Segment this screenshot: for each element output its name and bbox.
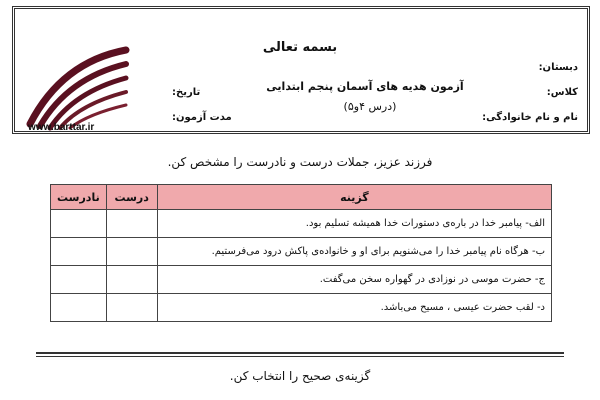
lesson-label: (درس ۴و۵): [343, 100, 397, 113]
incorrect-answer-cell[interactable]: [51, 238, 107, 266]
student-name-field-label: نام و نام خانوادگی:: [482, 112, 578, 123]
section2-instruction: گزینه‌ی صحیح را انتخاب کن.: [229, 369, 371, 383]
table-header-row: [51, 185, 552, 210]
incorrect-answer-cell[interactable]: [51, 294, 107, 322]
site-url: www.barttar.ir: [28, 122, 95, 133]
section-divider: [36, 356, 564, 357]
table-row: [51, 238, 552, 266]
correct-answer-cell[interactable]: [106, 294, 157, 322]
statement-cell: الف- پیامبر خدا در باره‌ی دستورات خدا همیشه تسلیم بود.: [157, 210, 551, 238]
table-row: [51, 210, 552, 238]
incorrect-answer-cell[interactable]: [51, 210, 107, 238]
duration-field-label: مدت آزمون:: [172, 112, 232, 123]
statement-cell: ج- حضرت موسی در نوزادی در گهواره سخن می‌گفت.: [157, 266, 551, 294]
correct-answer-cell[interactable]: [106, 238, 157, 266]
table-row: [51, 294, 552, 322]
true-false-table: [50, 184, 552, 322]
correct-answer-cell[interactable]: [106, 266, 157, 294]
statement-cell: ب- هرگاه نام پیامبر خدا را می‌شنویم برای او و خانواده‌ی پاکش درود می‌فرستیم.: [157, 238, 551, 266]
incorrect-answer-cell[interactable]: [51, 266, 107, 294]
table-row: [51, 266, 552, 294]
header-correct: درست: [106, 185, 157, 210]
header-option: گزینه: [157, 185, 551, 210]
header-incorrect: نادرست: [51, 185, 107, 210]
section-divider: [36, 352, 564, 354]
date-field-label: تاریخ:: [172, 87, 201, 98]
page-title: بسمه تعالی: [262, 40, 338, 55]
school-field-label: دبستان:: [538, 62, 578, 73]
correct-answer-cell[interactable]: [106, 210, 157, 238]
section1-instruction: فرزند عزیز، جملات درست و نادرست را مشخص کن.: [167, 155, 433, 169]
class-field-label: کلاس:: [546, 87, 578, 98]
statement-cell: د- لقب حضرت عیسی ، مسیح می‌باشد.: [157, 294, 551, 322]
exam-name: آزمون هدیه های آسمان پنجم ابتدایی: [266, 80, 464, 93]
barttar-logo: [22, 42, 132, 132]
